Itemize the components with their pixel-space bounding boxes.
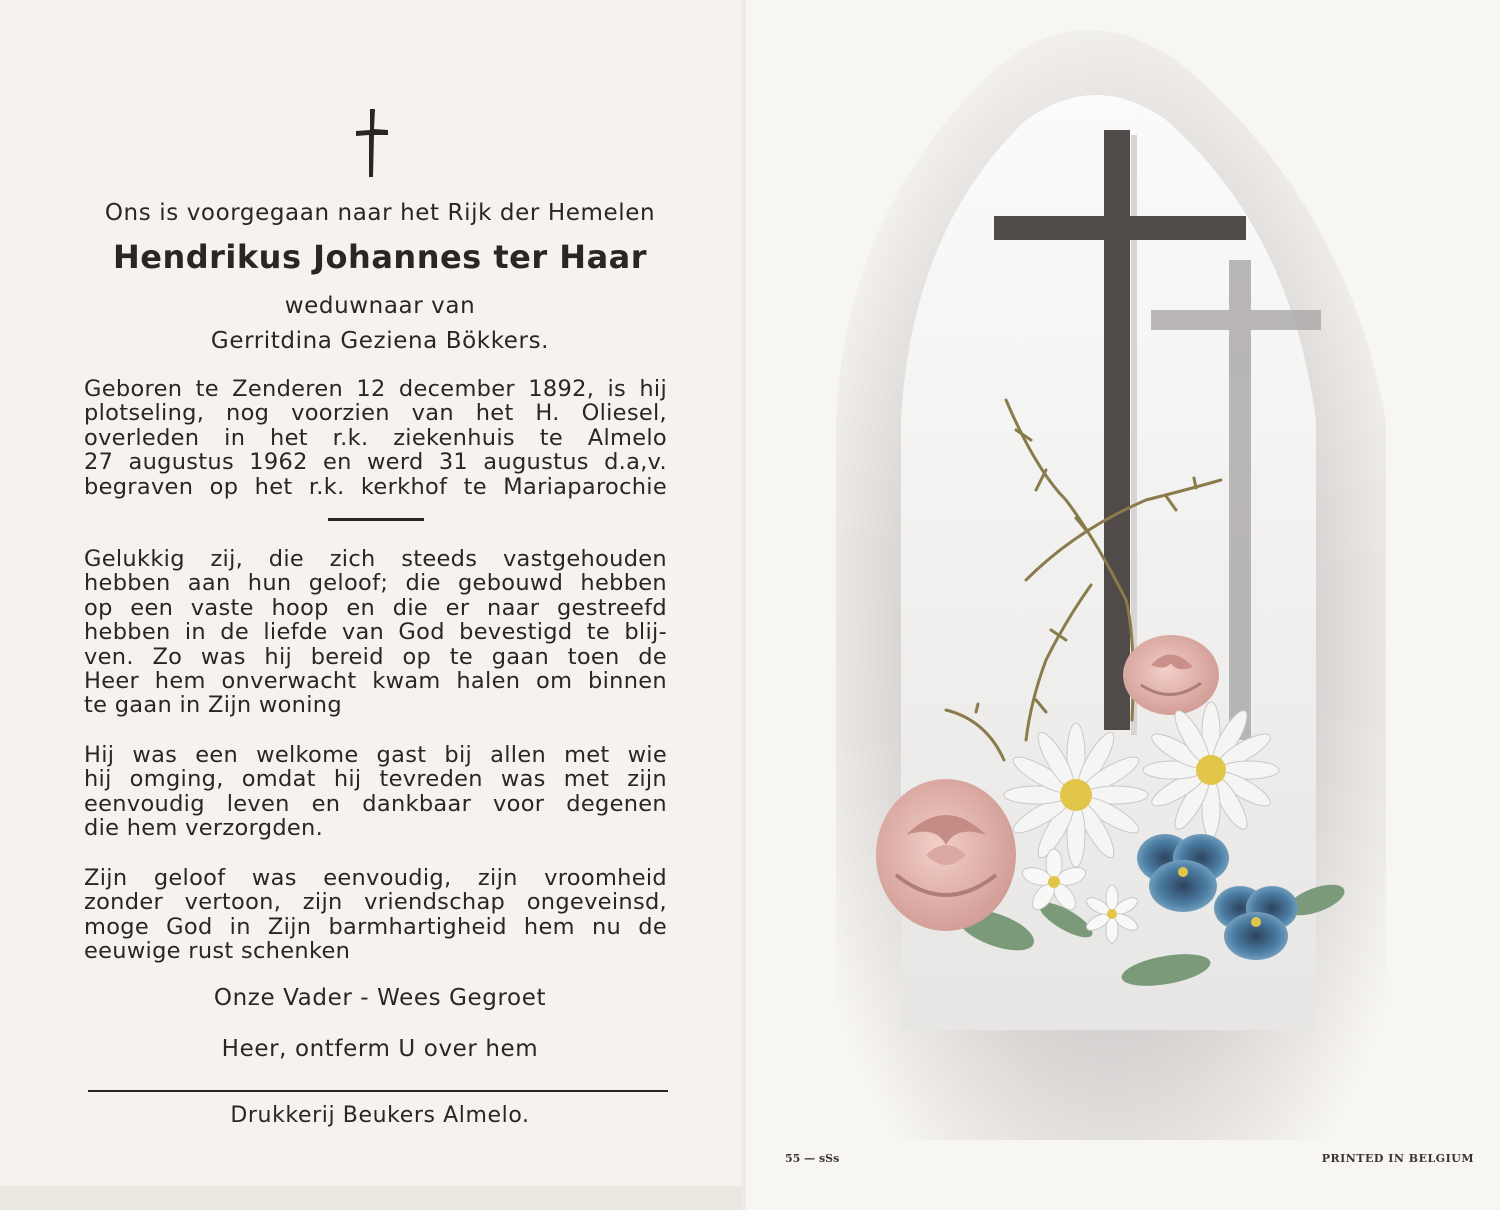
text-line: Geboren te Zenderen 12 december 1892, is hij	[84, 376, 667, 402]
text-line: zonder vertoon, zijn vriendschap ongeveinsd,	[84, 889, 667, 916]
text-line: op een vaste hoop en die er naar gestreefd	[84, 594, 667, 621]
divider	[328, 518, 424, 521]
widower-of-line: weduwnaar van	[284, 293, 476, 319]
faith-paragraph	[84, 547, 667, 718]
card-edge	[0, 1186, 742, 1210]
text-line: te gaan in Zijn woning	[84, 692, 342, 719]
text-line: begraven op het r.k. kerkhof te Mariaparochie	[84, 473, 667, 500]
printer-credit: Drukkerij Beukers Almelo.	[230, 1103, 530, 1128]
rose-top	[1123, 635, 1219, 715]
card-code: 55 — sSs	[785, 1152, 840, 1165]
prayer-paragraph	[84, 866, 667, 964]
text-line: ven. Zo was hij bereid op te gaan toen de	[84, 643, 667, 670]
text-line: 27 augustus 1962 en werd 31 augustus d.a,v.	[84, 449, 667, 476]
printed-in-label: PRINTED IN BELGIUM	[1321, 1152, 1474, 1165]
text-line: Heer hem onverwacht kwam halen om binnen	[84, 667, 667, 694]
heading: Ons is voorgegaan naar het Rijk der Hemelen	[104, 200, 656, 226]
text-line: Hij was een welkome gast bij allen met wie	[84, 742, 667, 768]
text-line: plotseling, nog voorzien van het H. Oliesel,	[84, 400, 667, 427]
spouse-name: Gerritdina Geziena Bökkers.	[210, 328, 550, 354]
cross-icon	[352, 107, 392, 179]
text-line: moge God in Zijn barmhartigheid hem nu de	[84, 913, 667, 940]
memorial-card-picture-side	[746, 0, 1500, 1210]
text-line: hebben in de liefde van God bevestigd te blij-	[84, 619, 667, 646]
invocation-line: Heer, ontferm U over hem	[221, 1036, 539, 1062]
character-paragraph	[84, 743, 667, 841]
text-line: die hem verzorgden.	[84, 815, 324, 842]
text-line: hebben aan hun geloof; die gebouwd hebben	[84, 570, 667, 597]
text-line: Zijn geloof was eenvoudig, zijn vroomheid	[84, 865, 667, 891]
text-line: overleden in het r.k. ziekenhuis te Almelo	[84, 424, 667, 451]
divider	[88, 1090, 668, 1092]
text-line: Gelukkig zij, die zich steeds vastgehouden	[84, 546, 667, 572]
prayer-line: Onze Vader - Wees Gegroet	[213, 985, 547, 1011]
biography-paragraph	[84, 377, 667, 499]
crosses-and-flowers-illustration	[746, 0, 1500, 1210]
text-line: eenvoudig leven en dankbaar voor degenen	[84, 790, 667, 817]
text-line: hij omging, omdat hij tevreden was met zijn	[84, 766, 667, 793]
rose-large	[876, 779, 1016, 931]
memorial-card-text-side	[0, 0, 742, 1210]
deceased-name: Hendrikus Johannes ter Haar	[112, 238, 648, 276]
text-line: eeuwige rust schenken	[84, 938, 351, 965]
